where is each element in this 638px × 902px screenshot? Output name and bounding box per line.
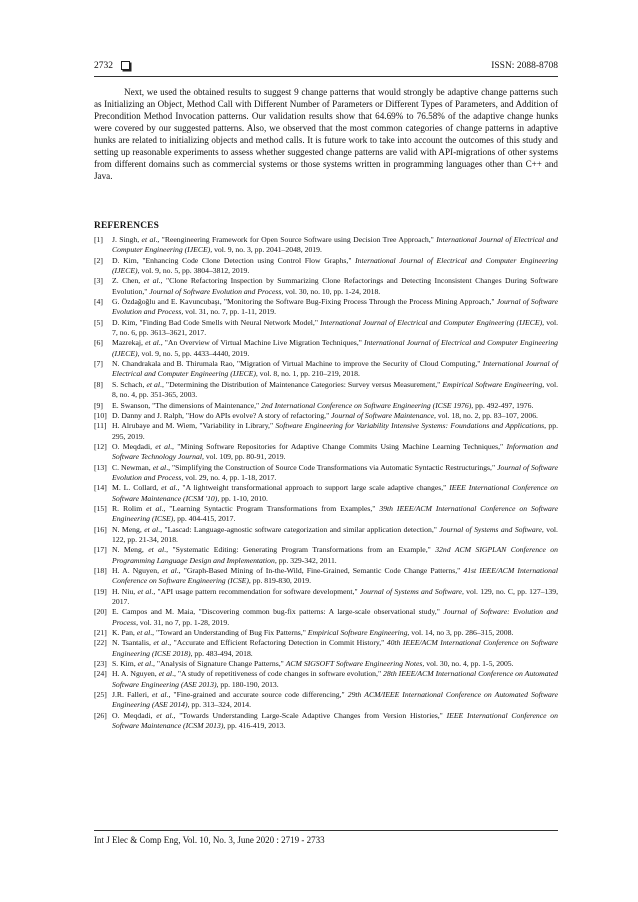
reference-item — [94, 659, 558, 669]
reference-number: [17] — [94, 545, 107, 555]
reference-venue: 32nd ACM SIGPLAN Conference on Programming Language Design and Implementation — [112, 545, 558, 565]
reference-number: [1] — [94, 235, 103, 244]
reference-authors-title: E. Swanson, "The dimensions of Maintenance," — [112, 400, 262, 410]
page-footer: Int J Elec & Comp Eng, Vol. 10, No. 3, June 2020 : 2719 - 2733 — [94, 835, 325, 845]
reference-title: ., "Simplifying the Construction of Source Code Transformations via Automatic Syntactic Restructurings," — [166, 462, 498, 472]
reference-venue: Journal of Software Evolution and Process, — [112, 297, 558, 317]
reference-item — [94, 276, 558, 297]
reference-details: vol. 9, no. 5, pp. 3804–3812, 2019. — [139, 266, 250, 276]
reference-item — [94, 587, 558, 608]
reference-authors-title: Z. Chen, — [112, 276, 144, 286]
reference-venue: 2nd International Conference on Software Engineering (ICSE 1976), — [261, 400, 474, 410]
reference-title: ., "API usage pattern recommendation for software development," — [151, 586, 360, 596]
conclusion-paragraph: Next, we used the obtained results to suggest 9 change patterns that would strongly be adaptive change patterns such as Initializing an Object, Method Call with Different Number of Parameters or Different Types of Parameters, and Addition of Precondition Method Invocation patterns. Our validation results show that 64.69% to 76.58% of the adaptive change hunks were covered by our suggested patterns. Also, we observed that the most common categories of change patterns in adaptive hunks are related to initializing objects and method calls. It is future work to take into account the outcomes of this study and setting up reasonable experiments to assess whether suggested change patterns are valid with API-migrations of other systems from different domains such as commercial systems or those systems written in programming languages other than C++ and Java. — [94, 87, 558, 182]
reference-authors-title: Mazrekaj, — [112, 338, 146, 348]
reference-details: vol. 109, pp. 80-91, 2019. — [203, 452, 286, 462]
reference-authors-title: C. Newman, — [112, 462, 153, 472]
reference-details: vol. 129, no. C, pp. 127–139, 2017. — [112, 586, 559, 607]
reference-number: [5] — [94, 317, 103, 327]
reference-item — [94, 318, 558, 339]
reference-authors-title: O. Meqdadi, — [112, 441, 156, 451]
header-divider — [94, 76, 558, 77]
reference-authors-title: K. Pan, — [112, 628, 137, 638]
reference-details: , pp. 416-419, 2013. — [223, 721, 286, 731]
reference-details: , vol. 31, no 7, pp. 1-28, 2019. — [136, 617, 230, 627]
reference-details: vol. 30, no. 4, pp. 1-5, 2005. — [424, 659, 514, 669]
reference-number: [4] — [94, 297, 103, 307]
reference-number: [9] — [94, 400, 103, 410]
reference-number: [7] — [94, 359, 103, 369]
reference-et-al: et al — [162, 566, 177, 575]
reference-title: ., "A study of repetitiveness of code changes in software evolution," — [172, 669, 384, 679]
reference-item — [94, 442, 558, 463]
reference-number: [26] — [94, 710, 107, 720]
reference-title: ., "Reengineering Framework for Open Source Software using Decision Tree Approach," — [155, 235, 437, 244]
reference-et-al: et al — [136, 628, 151, 638]
reference-venue: 39th IEEE/ACM International Conference on Software Engineering (ICSE) — [112, 503, 558, 524]
reference-et-al: et al — [144, 524, 159, 534]
references-list — [94, 235, 558, 732]
reference-authors-title: S. Kim, — [112, 659, 138, 669]
reference-item — [94, 411, 558, 421]
reference-details: , pp. 329-342, 2011. — [274, 555, 337, 565]
reference-item — [94, 525, 558, 546]
reference-title: ., "Graph-Based Mining of In-the-Wild, Fine-Grained, Semantic Code Change Patterns," — [176, 566, 464, 575]
reference-item — [94, 256, 558, 277]
page-header — [94, 57, 558, 73]
reference-authors-title: J. Singh, — [112, 235, 142, 244]
issn-label: ISSN: 2088-8708 — [491, 61, 558, 71]
reference-item — [94, 545, 558, 566]
reference-item — [94, 628, 558, 638]
reference-et-al: et al — [156, 710, 172, 720]
reference-number: [15] — [94, 503, 107, 513]
reference-venue: 41st IEEE/ACM International Conference on Software Engineering (ICSE) — [112, 566, 558, 586]
reference-venue: 40th IEEE/ACM International Conference on Software Engineering (ICSE 2018) — [112, 638, 559, 658]
reference-authors-title: H. Alrubaye and M. Wiem, "Variability in Library," — [112, 421, 276, 431]
reference-venue: International Journal of Electrical and Computer Engineering (IJECE), — [112, 338, 559, 358]
reference-et-al: et al — [155, 441, 171, 451]
reference-authors-title: M. L. Collard, — [112, 483, 162, 493]
reference-number: [18] — [94, 566, 107, 575]
reference-item — [94, 504, 558, 525]
reference-details: pp. 492-497, 1976. — [473, 400, 534, 410]
reference-title: ., "Fine-grained and accurate source code differencing," — [166, 690, 348, 700]
reference-number: [3] — [94, 276, 103, 286]
reference-details: vol. 122, pp. 21-34, 2018. — [112, 524, 558, 544]
reference-title: ., "Mining Software Repositories for Adaptive Change Commits Using Machine Learning Techniques," — [170, 441, 507, 451]
references-heading: REFERENCES — [94, 221, 160, 231]
reference-number: [24] — [94, 669, 107, 679]
reference-title: ., "An Overview of Virtual Machine Live Migration Techniques," — [158, 338, 365, 348]
reference-et-al: et al — [145, 338, 159, 348]
reference-item — [94, 607, 558, 628]
reference-item — [94, 297, 558, 318]
reference-item — [94, 338, 558, 359]
reference-details: vol. 7, no. 6, pp. 3613–3621, 2017. — [112, 317, 558, 338]
reference-number: [23] — [94, 659, 107, 669]
reference-number: [20] — [94, 607, 107, 617]
reference-details: vol. 9, no. 3, pp. 2041–2048, 2019. — [212, 245, 322, 255]
reference-title: ., "Clone Refactoring Inspection by Summarizing Clone Refactorings and Detecting Inconsistent Changes During Software Evolution," — [112, 276, 558, 296]
reference-number: [25] — [94, 690, 107, 700]
reference-venue: International Journal of Electrical and Computer Engineering (IJECE), — [112, 235, 559, 255]
reference-item — [94, 690, 558, 711]
reference-item — [94, 638, 558, 659]
reference-details: , pp. 295, 2019. — [112, 421, 559, 441]
reference-details: , pp. 313–324, 2014. — [187, 700, 251, 710]
reference-authors-title: N. Meng, — [112, 545, 149, 555]
reference-venue: 28th IEEE/ACM International Conference on Automated Software Engineering (ASE 2013) — [112, 669, 558, 689]
reference-details: vol. 30, no. 10, pp. 1-24, 2018. — [283, 286, 381, 296]
reference-authors-title: D. Danny and J. Ralph, "How do APIs evolve? A story of refactoring," — [112, 410, 332, 420]
reference-et-al: et al — [148, 545, 165, 555]
reference-et-al: et al — [152, 462, 167, 472]
reference-authors-title: D. Kim, "Finding Bad Code Smells with Neural Network Model," — [112, 317, 321, 327]
reference-item — [94, 483, 558, 504]
reference-item — [94, 669, 558, 690]
reference-authors-title: E. Campos and M. Maia, "Discovering common bug-fix patterns: A large-scale observational study," — [112, 607, 444, 617]
reference-number: [6] — [94, 338, 103, 348]
reference-authors-title: R. Rolim — [112, 503, 147, 513]
reference-venue: Information and Software Technology Journal, — [112, 441, 558, 462]
reference-et-al: et al — [137, 659, 152, 669]
reference-authors-title: O. Meqdadi, — [112, 710, 157, 720]
reference-venue: 29th ACM/IEEE International Conference on Automated Software Engineering (ASE 2014) — [112, 690, 558, 710]
reference-details: vol. 8, no. 4, pp. 351-365, 2003. — [112, 379, 559, 400]
reference-number: [22] — [94, 638, 107, 648]
reference-et-al: et al — [143, 276, 159, 286]
reference-number: [11] — [94, 421, 107, 431]
reference-number: [19] — [94, 586, 107, 596]
reference-venue: Software Engineering for Variability Intensive Systems: Foundations and Applications — [275, 421, 545, 431]
reference-details: , pp. 404-415, 2017. — [173, 514, 236, 524]
footer-divider — [94, 830, 558, 831]
reference-venue: Journal of Software Evolution and Process, — [149, 286, 284, 296]
reference-et-al: et al — [146, 503, 162, 513]
checkbox-square-icon — [121, 61, 130, 70]
reference-et-al: et al — [153, 638, 168, 648]
reference-item — [94, 401, 558, 411]
reference-authors-title: H. A. Nguyen, — [112, 566, 163, 575]
reference-venue: Empirical Software Engineering — [307, 628, 408, 638]
reference-authors-title: S. Schach, — [112, 379, 147, 389]
reference-authors-title: N. Tsantalis, — [112, 638, 154, 648]
reference-venue: International Journal of Electrical and Computer Engineering (IJECE), — [320, 317, 545, 327]
reference-venue: Journal of Software: Evolution and Process — [112, 607, 558, 627]
reference-item — [94, 566, 558, 587]
reference-number: [2] — [94, 255, 103, 265]
reference-details: vol. 8, no. 1, pp. 210–219, 2018. — [257, 369, 360, 379]
reference-number: [10] — [94, 410, 107, 420]
reference-venue: Empirical Software Engineering, — [442, 379, 545, 389]
reference-item — [94, 380, 558, 401]
reference-authors-title: J.R. Falleri, — [112, 690, 152, 700]
page-number: 2732 — [94, 61, 113, 71]
reference-item — [94, 711, 558, 732]
reference-item — [94, 421, 558, 442]
reference-title: ., "Lascad: Language-agnostic software categorization and similar application detection," — [158, 524, 440, 534]
reference-title: ., "Towards Understanding Large-Scale Adaptive Changes from Version Histories," — [171, 710, 447, 720]
reference-details: , vol. 14, no 3, pp. 286–315, 2008. — [407, 628, 514, 638]
reference-number: [21] — [94, 628, 107, 638]
reference-title: ., "Toward an Understanding of Bug Fix Patterns," — [150, 628, 308, 638]
reference-et-al: et al — [161, 483, 176, 493]
reference-authors-title: G. Özdağoğlu and E. Kavuncubaşı, "Monitoring the Software Bug-Fixing Process Through the Process Mining Approach," — [112, 297, 497, 307]
reference-title: ., "Systematic Editing: Generating Program Transformations from an Example," — [164, 545, 436, 555]
reference-authors-title: H. Niu, — [112, 586, 138, 596]
reference-title: ., "Accurate and Efficient Refactoring Detection in Commit History," — [167, 638, 387, 648]
reference-venue: ACM SIGSOFT Software Engineering Notes, — [285, 659, 425, 669]
reference-venue: Journal of Software Evolution and Process, — [112, 462, 558, 482]
reference-et-al: et al — [146, 379, 161, 389]
reference-venue: International Journal of Electrical and Computer Engineering (IJECE), — [112, 359, 558, 379]
reference-item — [94, 463, 558, 484]
reference-title: ., "A lightweight transformational approach to support large scale adaptive changes," — [175, 483, 450, 493]
reference-venue: IEEE International Conference on Software Maintenance (ICSM '10) — [112, 483, 559, 503]
reference-et-al: et al — [141, 235, 156, 244]
reference-details: vol. 31, no. 7, pp. 1-11, 2019. — [183, 307, 277, 317]
reference-venue: IEEE International Conference on Software Maintenance (ICSM 2013) — [112, 710, 558, 731]
reference-item — [94, 235, 558, 256]
reference-et-al: et al — [152, 690, 167, 700]
reference-details: , pp. 819-830, 2019. — [248, 576, 312, 586]
reference-title: ., "Learning Syntactic Program Transformations from Examples," — [161, 503, 380, 513]
reference-number: [16] — [94, 524, 107, 534]
reference-venue: Journal of Systems and Software, — [439, 524, 544, 534]
reference-authors-title: N. Meng, — [112, 524, 145, 534]
reference-details: vol. 18, no. 2, pp. 83–107, 2006. — [435, 410, 538, 420]
reference-et-al: et al — [137, 586, 152, 596]
reference-details: vol. 9, no. 5, pp. 4433–4440, 2019. — [139, 348, 250, 358]
reference-venue: Journal of Software Maintenance, — [331, 410, 436, 420]
reference-authors-title: H. A. Nguyen, — [112, 669, 159, 679]
reference-details: , pp. 483-494, 2018. — [190, 648, 253, 658]
reference-et-al: et al — [158, 669, 173, 679]
reference-number: [13] — [94, 462, 107, 472]
reference-venue: Journal of Systems and Software, — [359, 586, 464, 596]
reference-number: [14] — [94, 483, 107, 493]
reference-details: vol. 29, no. 4, pp. 1-18, 2017. — [183, 472, 277, 482]
reference-details: , pp. 180-190, 2013. — [216, 679, 279, 689]
reference-item — [94, 359, 558, 380]
reference-authors-title: N. Chandrakala and B. Thirumala Rao, "Migration of Virtual Machine to improve the Security of Cloud Computing," — [112, 359, 483, 369]
reference-number: [12] — [94, 441, 107, 451]
reference-venue: International Journal of Electrical and Computer Engineering (IJECE), — [112, 255, 558, 276]
reference-number: [8] — [94, 379, 103, 389]
reference-title: ., "Determining the Distribution of Maintenance Categories: Survey versus Measurement," — [160, 379, 443, 389]
reference-details: , pp. 1-10, 2010. — [217, 493, 268, 503]
reference-authors-title: D. Kim, "Enhancing Code Clone Detection using Control Flow Graphs," — [112, 255, 356, 265]
reference-title: ., "Analysis of Signature Change Patterns," — [151, 659, 286, 669]
